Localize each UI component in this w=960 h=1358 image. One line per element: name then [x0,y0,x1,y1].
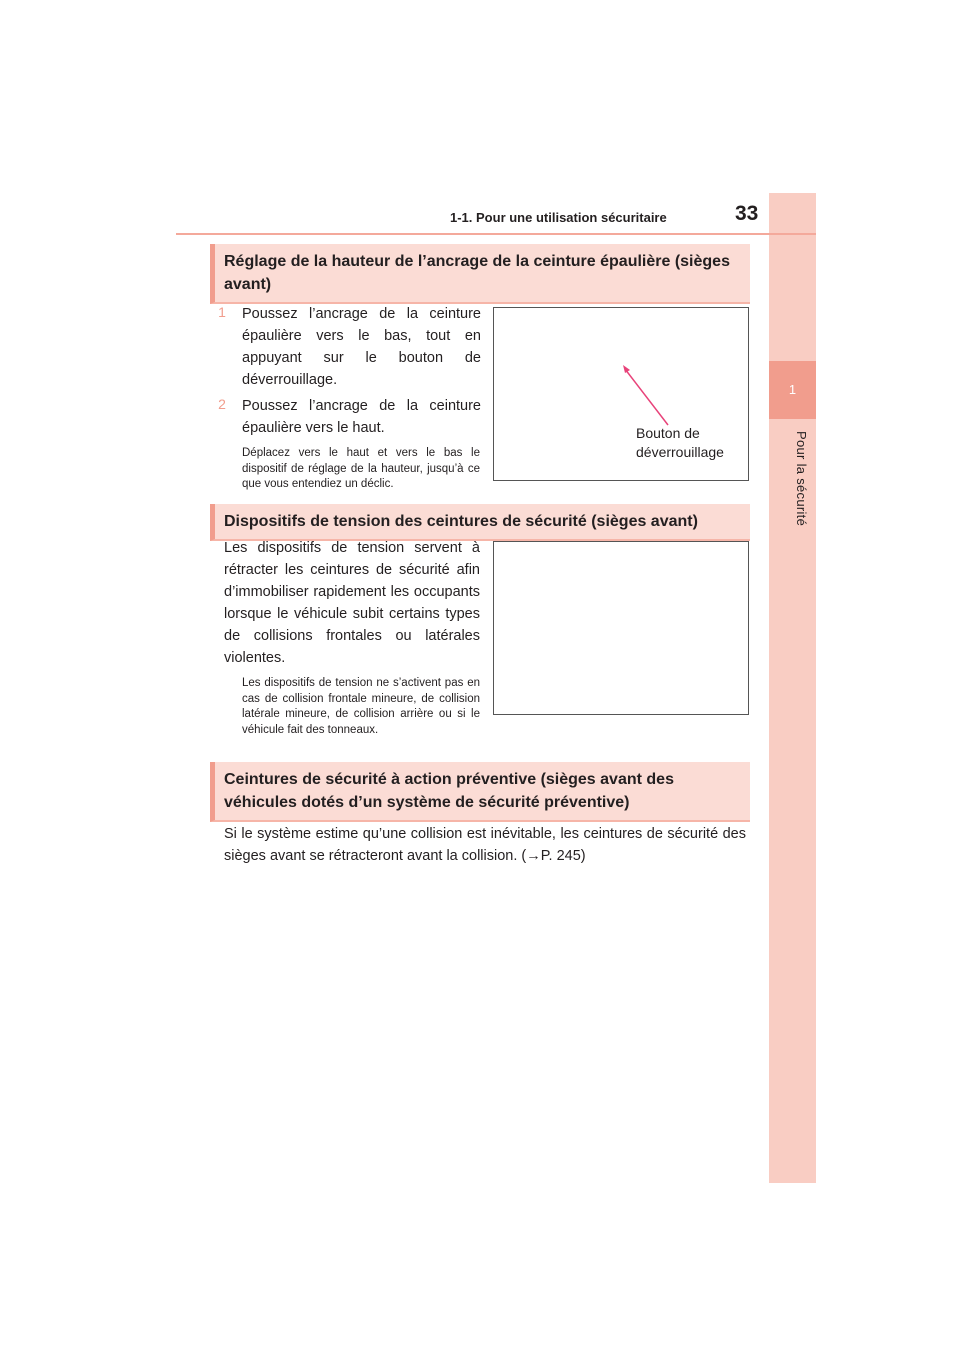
anchor-note: Déplacez vers le haut et vers le bas le dispositif de réglage de la hauteur, jusqu’à ce que vous entendiez un déclic. [242,447,480,490]
page-number: 33 [735,202,759,225]
pre-collision-body: Si le système estime qu’une collision est inévitable, les ceintures de sécurité des sièges avant se rétracteront avant la collision. (→P. 245) [224,826,746,864]
section-header-pretensioners: Dispositifs de tension des ceintures de sécurité (sièges avant) [210,504,750,541]
step-1 [213,303,481,391]
header-rule [176,233,816,235]
step-1-text: Poussez l’ancrage de la ceinture épaulière vers le bas, tout en appuyant sur le bouton de déverrouillage. [242,306,481,388]
section-header-anchor: Réglage de la hauteur de l’ancrage de la ceinture épaulière (sièges avant) [210,244,750,304]
running-head-section-title: 1-1. Pour une utilisation sécuritaire [450,210,667,225]
section-header-pre-collision: Ceintures de sécurité à action préventive (sièges avant des véhicules dotés d’un système de sécurité préventive) [210,762,750,822]
pretensioners-figure [493,541,749,715]
chapter-label: Pour la sécurité [794,431,809,527]
anchor-figure [493,307,749,481]
step-number-2: 2 [218,396,226,412]
figure-callout-label: Bouton de déverrouillage [636,425,724,460]
step-2 [213,395,481,439]
pretensioners-note: Les dispositifs de tension ne s’activent pas en cas de collision frontale mineure, de collision latérale mineure, de collision arrière ou si le véhicule fait des tonneaux. [242,677,480,736]
pretensioners-body: Les dispositifs de tension servent à rétracter les ceintures de sécurité afin d’immobiliser rapidement les occupants lorsque le véhicule subit certains types de collisions frontales ou latérales violentes. [224,540,480,666]
step-number-1: 1 [218,304,226,320]
step-2-text: Poussez l’ancrage de la ceinture épaulière vers le haut. [242,398,481,436]
chapter-side-tab [769,193,816,1183]
chapter-number-badge: 1 [769,361,816,419]
